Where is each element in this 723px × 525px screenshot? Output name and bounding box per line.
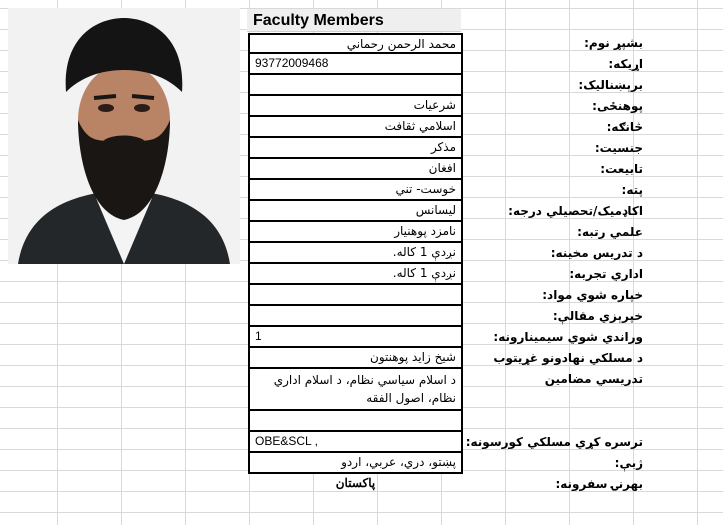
department-value: اسلامي ثقافت [248, 117, 463, 138]
research-articles-label: خپرېزي مقالې: [552, 309, 643, 323]
portrait-image [8, 8, 240, 264]
department-label: څانګه: [606, 120, 643, 134]
contact-label: اړیکه: [608, 57, 643, 71]
research-articles-value [248, 306, 463, 327]
administrative-experience-label: اداري تجربه: [569, 267, 643, 281]
academic-degree-value: لیسانس [248, 201, 463, 222]
published-materials-value [248, 285, 463, 306]
labels-column [465, 33, 645, 495]
blank-row-value [248, 411, 463, 432]
profile-photo [8, 8, 240, 264]
address-label: پته: [621, 183, 643, 197]
foreign-travel-value: پاکستان [335, 476, 376, 490]
courses-value: OBE&SCL , [248, 432, 463, 453]
foreign-travel-label: بهرنۍ سفرونه: [555, 477, 643, 491]
teaching-history-value: نږدې 1 کاله. [248, 243, 463, 264]
full-name-label: بشپړ نوم: [584, 36, 643, 50]
memberships-value: شیخ زاید پوهنتون [248, 348, 463, 369]
faculty-label: پوهنځی: [592, 99, 643, 113]
seminars-label: وراندي شوي سيمينارونه: [493, 330, 643, 344]
published-materials-label: خپاره شوي مواد: [542, 288, 643, 302]
memberships-label: د مسلکي نهادونو غړیتوب [493, 351, 643, 365]
gender-value: مذکر [248, 138, 463, 159]
nationality-value: افغان [248, 159, 463, 180]
email-label: برېښناليک: [578, 78, 643, 92]
page-title: Faculty Members [247, 9, 461, 32]
gender-label: جنسیت: [594, 141, 643, 155]
teaching-history-label: د تدریس مخینه: [550, 246, 643, 260]
academic-rank-value: نامزد پوهنیار [248, 222, 463, 243]
teaching-subjects-value: د اسلام سیاسي نظام، د اسلام اداري نظام، اصول الفقه [248, 369, 463, 411]
academic-degree-label: اکاډمیک/تحصیلي درجه: [508, 204, 643, 218]
languages-label: ژبې: [614, 456, 643, 470]
courses-label: ترسره کړي مسلکي کورسونه: [465, 435, 643, 449]
full-name-value: محمد الرحمن رحماني [248, 33, 463, 54]
academic-rank-label: علمي رتبه: [577, 225, 643, 239]
faculty-value: شرعیات [248, 96, 463, 117]
administrative-experience-value: نږدې 1 کاله. [248, 264, 463, 285]
seminars-value: 1 [248, 327, 463, 348]
blank-row-label [470, 411, 645, 432]
contact-value: 93772009468 [248, 54, 463, 75]
nationality-label: تابیعت: [600, 162, 643, 176]
teaching-subjects-label: تدريسي مضامين [544, 372, 643, 386]
languages-value: پښتو، دري، عربي، اردو [248, 453, 463, 474]
address-value: خوست- تني [248, 180, 463, 201]
email-value [248, 75, 463, 96]
values-column [248, 33, 463, 495]
